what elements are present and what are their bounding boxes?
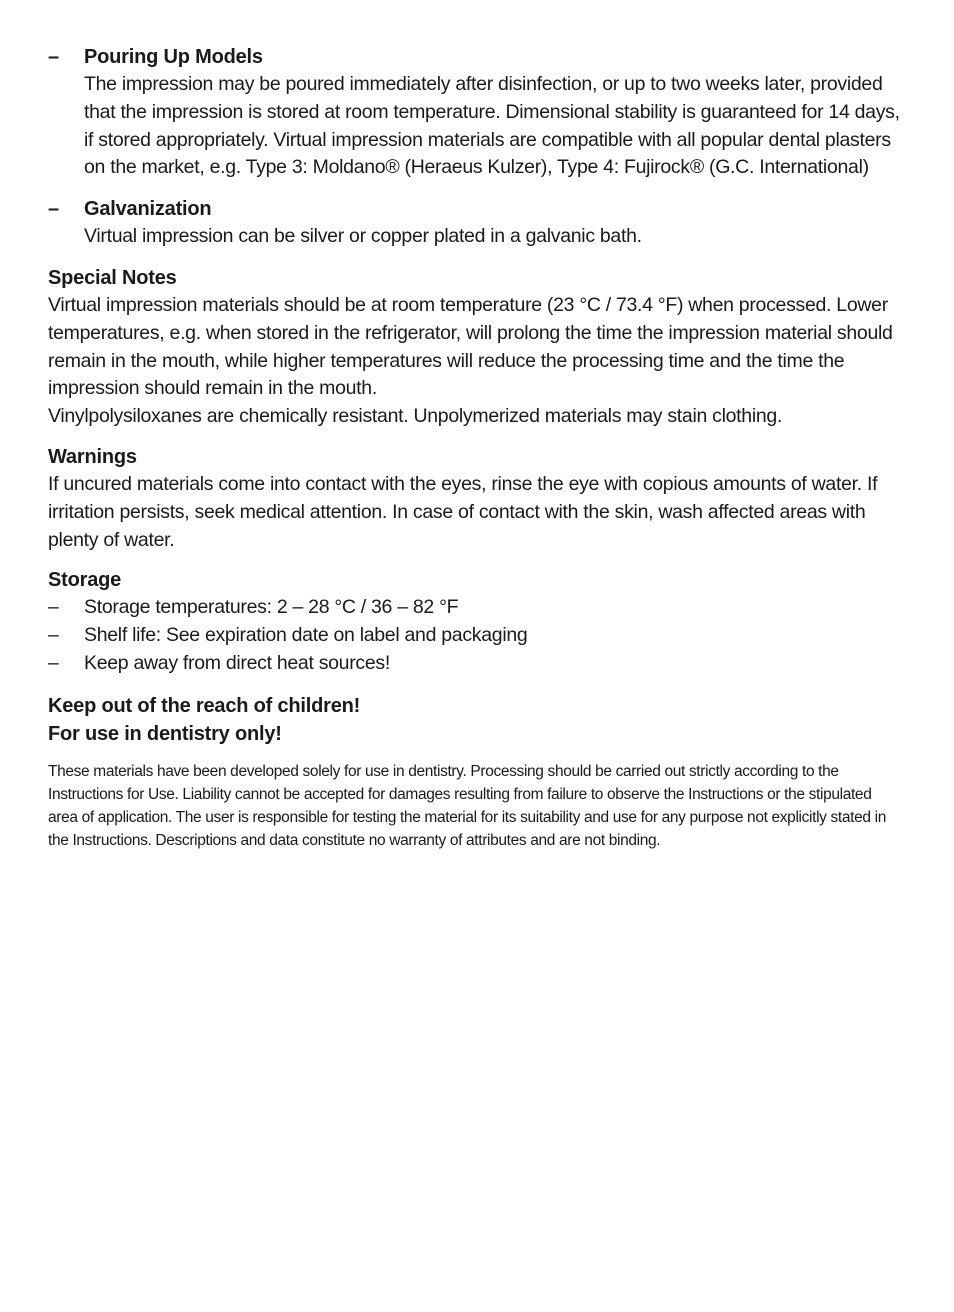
list-item: [48, 622, 910, 650]
warnings-section: [48, 443, 910, 554]
special-notes-text: Virtual impression materials should be at room temperature (23 °C / 73.4 °F) when processed. Lower temperatures, e.g. when stored in the refrigerator, will prolong the time the impression material should remain in the mouth, while higher temperatures will reduce the processing time and the time the impression should remain in the mouth.: [48, 293, 893, 400]
storage-item-text: Shelf life: See expiration date on label and packaging: [84, 624, 528, 647]
list-bullet: –: [48, 596, 59, 619]
warnings-text: If uncured materials come into contact with the eyes, rinse the eye with copious amounts of water. If irritation persists, seek medical attention. In case of contact with the skin, wash affected areas with plenty of water.: [48, 472, 878, 551]
section-dash: –: [48, 46, 60, 68]
galvanization-heading: Galvanization: [84, 198, 212, 221]
list-item: [48, 594, 910, 622]
storage-heading: Storage: [48, 569, 122, 592]
pouring-up-models-section: [48, 43, 910, 182]
pouring-up-models-heading: Pouring Up Models: [84, 46, 263, 68]
storage-item-text: Storage temperatures: 2 – 28 °C / 36 – 82 °F: [84, 596, 459, 619]
disclaimer-text: These materials have been developed solely for use in dentistry. Processing should be carried out strictly according to the Instructions for Use. Liability cannot be accepted for damages resulting from failure to observe the Instructions or the stipulated area of application. The user is responsible for testing the material for its suitability and use for any purpose not explicitly stated in the Instructions. Descriptions and data constitute no warranty of attributes and are not binding.: [48, 762, 886, 850]
section-dash: –: [48, 198, 60, 221]
warnings-heading: Warnings: [48, 445, 137, 468]
list-bullet: –: [48, 651, 59, 674]
galvanization-text: Virtual impression can be silver or copper plated in a galvanic bath.: [84, 225, 642, 248]
children-warning: Keep out of the reach of children!: [48, 694, 361, 717]
special-notes-heading: Special Notes: [48, 266, 177, 289]
list-bullet: –: [48, 624, 59, 647]
list-item: [48, 650, 910, 678]
dentistry-only-notice: For use in dentistry only!: [48, 722, 282, 745]
storage-section: [48, 566, 910, 677]
safety-notice: [48, 692, 910, 748]
special-notes-section: [48, 264, 910, 431]
storage-list: [48, 594, 910, 677]
document-page: [48, 43, 910, 853]
galvanization-section: [48, 195, 910, 251]
special-notes-text-2: Vinylpolysiloxanes are chemically resistant. Unpolymerized materials may stain clothing.: [48, 405, 783, 428]
pouring-up-models-text: The impression may be poured immediately after disinfection, or up to two weeks later, provided that the impression is stored at room temperature. Dimensional stability is guaranteed for 14 days, if stored appropriately. Virtual impression materials are compatible with all popular dental plasters on the market, e.g. Type 3: Moldano® (Heraeus Kulzer), Type 4: Fujirock® (G.C. International): [84, 73, 900, 179]
storage-item-text: Keep away from direct heat sources!: [84, 651, 390, 674]
